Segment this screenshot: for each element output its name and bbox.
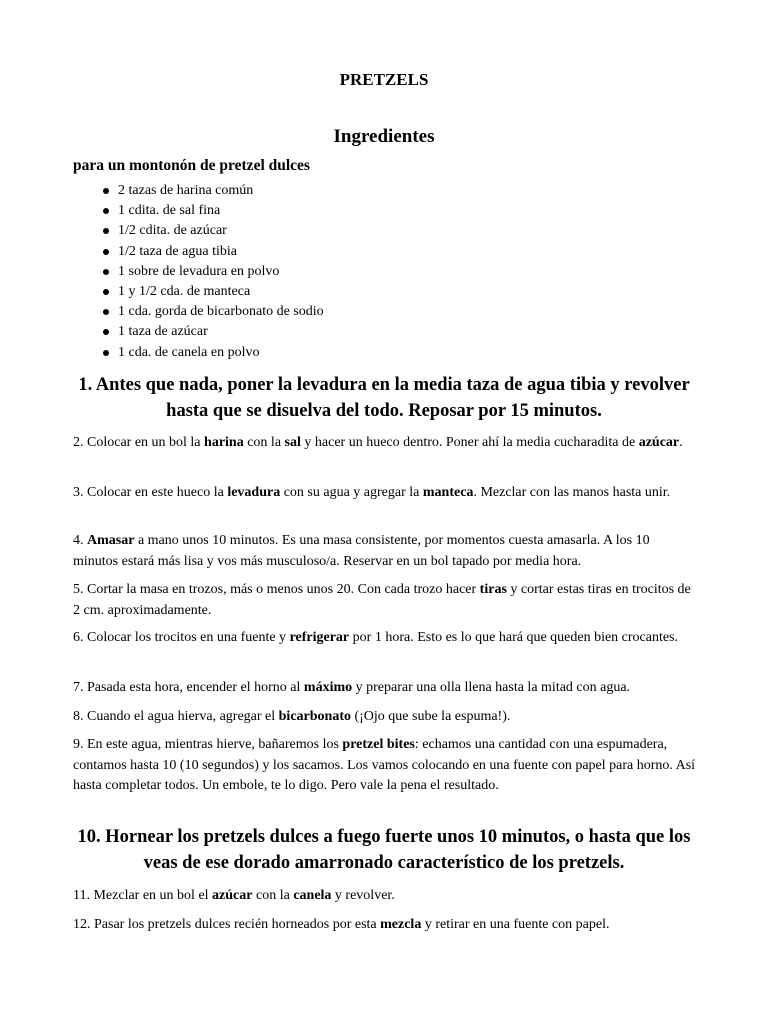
- ingredient-item: 1 y 1/2 cda. de manteca: [118, 282, 324, 302]
- ingredient-item: 1 cda. gorda de bicarbonato de sodio: [118, 302, 324, 322]
- ingredients-subheading: para un montonón de pretzel dulces: [73, 157, 310, 174]
- ingredient-item: 2 tazas de harina común: [118, 181, 324, 201]
- step-12: 12. Pasar los pretzels dulces recién horneados por esta mezcla y retirar en una fuente con papel.: [73, 917, 610, 932]
- step-4: 4. Amasar a mano unos 10 minutos. Es una masa consistente, por momentos cuesta amasarla. A los 10 minutos estará más lisa y vos más musculoso/a. Reservar en un bol tapado por media hora.: [73, 533, 650, 569]
- ingredients-heading: Ingredientes: [333, 126, 435, 147]
- ingredient-item: 1 taza de azúcar: [118, 322, 324, 342]
- step-5: 5. Cortar la masa en trozos, más o menos unos 20. Con cada trozo hacer tiras y cortar estas tiras en trocitos de 2 cm. aproximadamente.: [73, 582, 691, 618]
- step-11: 11. Mezclar en un bol el azúcar con la canela y revolver.: [73, 888, 395, 903]
- step-3: 3. Colocar en este hueco la levadura con su agua y agregar la manteca. Mezclar con las manos hasta unir.: [73, 485, 671, 500]
- ingredients-list: [73, 181, 324, 363]
- ingredient-item: 1 cda. de canela en polvo: [118, 343, 324, 363]
- ingredient-item: 1 cdita. de sal fina: [118, 201, 324, 221]
- ingredient-item: 1/2 cdita. de azúcar: [118, 221, 324, 241]
- step-10: 10. Hornear los pretzels dulces a fuego fuerte unos 10 minutos, o hasta que los veas de ese dorado amarronado característico de los pretzels.: [77, 827, 691, 873]
- step-8: 8. Cuando el agua hierva, agregar el bicarbonato (¡Ojo que sube la espuma!).: [73, 709, 511, 724]
- step-2: 2. Colocar en un bol la harina con la sal y hacer un hueco dentro. Poner ahí la media cucharadita de azúcar.: [73, 435, 683, 450]
- step-6: 6. Colocar los trocitos en una fuente y refrigerar por 1 hora. Esto es lo que hará que queden bien crocantes.: [73, 630, 679, 645]
- recipe-title: PRETZELS: [339, 70, 429, 89]
- ingredient-item: 1/2 taza de agua tibia: [118, 242, 324, 262]
- step-7: 7. Pasada esta hora, encender el horno al máximo y preparar una olla llena hasta la mitad con agua.: [73, 680, 631, 695]
- ingredient-item: 1 sobre de levadura en polvo: [118, 262, 324, 282]
- step-9: 9. En este agua, mientras hierve, bañaremos los pretzel bites: echamos una cantidad con una espumadera, contamos hasta 10 (10 segundos) y los sacamos. Los vamos colocando en una fuente con papel para horno. Así hasta completar todos. Un embole, te lo digo. Pero vale la pena el resultado.: [73, 737, 696, 793]
- step-1: 1. Antes que nada, poner la levadura en la media taza de agua tibia y revolver hasta que se disuelva del todo. Reposar por 15 minutos.: [78, 375, 690, 421]
